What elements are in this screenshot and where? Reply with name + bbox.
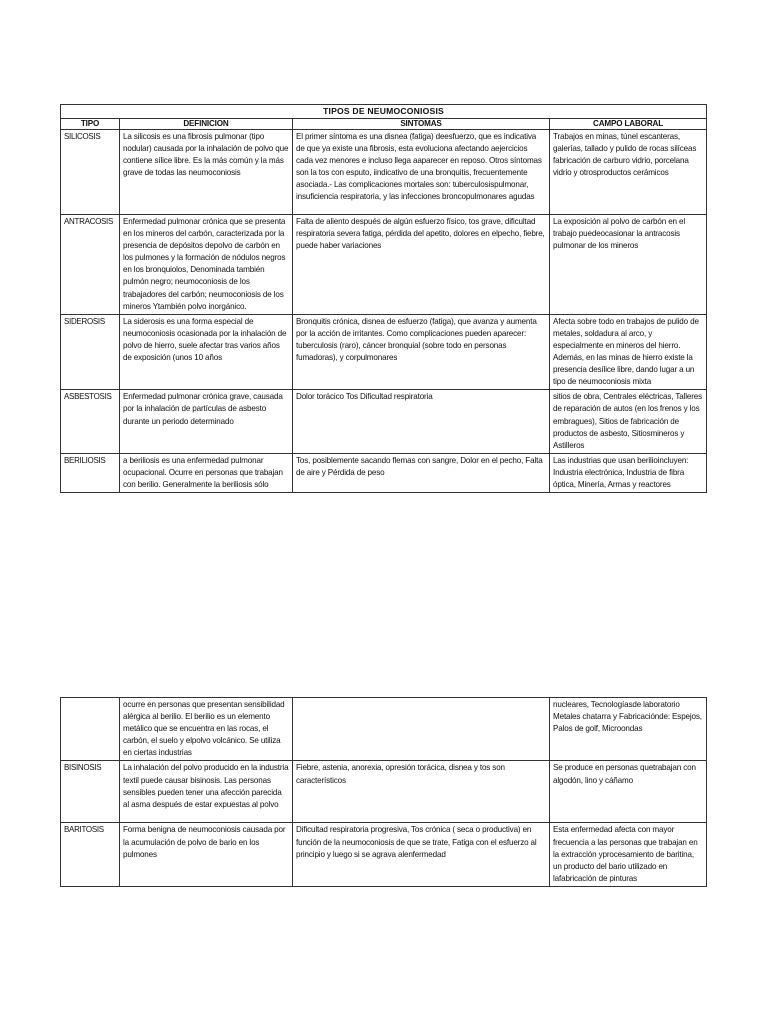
tipo-cell: ASBESTOSIS [61,390,120,453]
table-row [61,215,707,315]
sintomas-cell: Falta de aliento después de algún esfuerzo físico, tos grave, dificultad respiratoria severa fatiga, pérdida del apetito, dolores en elpecho, fiebre, puede haber variaciones [293,215,550,315]
neumoconiosis-table-page1 [60,104,707,493]
campo-laboral-cell: La exposición al polvo de carbón en el trabajo puedeocasionar la antracosis pulmonar de los mineros [550,215,707,315]
table-row [61,453,707,492]
neumoconiosis-table-page2 [60,697,707,887]
campo-laboral-cell: Trabajos en minas, túnel escanteras, galerías, tallado y pulido de rocas silíceas fabricación de carburo vidrio, porcelana vidrio y otrosproductos cerámicos [550,130,707,215]
campo-laboral-cell: sitios de obra, Centrales eléctricas, Talleres de reparación de autos (en los frenos y los embragues), Sitios de fabricación de productos de asbesto, Sitiosmineros y Astilleros [550,390,707,453]
tipo-cell: SIDEROSIS [61,314,120,390]
campo-laboral-cell: Las industrias que usan berilioincluyen: Industria electrónica, Industria de fibra óptica, Minería, Armas y reactores [550,453,707,492]
campo-laboral-cell: Afecta sobre todo en trabajos de pulido de metales, soldadura al arco, y especialmente en mineros del hierro. Además, en las minas de hierro existe la presencia desílice libre, dando lugar a un tipo de neumoconiosis mixta [550,314,707,390]
table-row [61,130,707,215]
table-row [61,698,707,761]
header-sintomas: SINTOMAS [293,119,550,130]
tipo-cell: ANTRACOSIS [61,215,120,315]
sintomas-cell: Tos, posiblemente sacando flemas con sangre, Dolor en el pecho, Falta de aire y Pérdida de peso [293,453,550,492]
header-campo-laboral: CAMPO LABORAL [550,119,707,130]
sintomas-cell [293,698,550,761]
definicion-cell: a beriliosis es una enfermedad pulmonar ocupacional. Ocurre en personas que trabajan con berilio. Generalmente la beriliosis sólo [120,453,293,492]
tipo-cell [61,698,120,761]
tipo-cell: BISINOSIS [61,761,120,823]
definicion-cell: Enfermedad pulmonar crónica grave, causada por la inhalación de partículas de asbesto durante un periodo determinado [120,390,293,453]
sintomas-cell: Dificultad respiratoria progresiva, Tos crónica ( seca o productiva) en función de la neumoconiosis de que se trate, Fatiga con el esfuerzo al principio y luego si se agrava alenfermedad [293,823,550,886]
campo-laboral-cell: nucleares, Tecnologíasde laboratorio Metales chatarra y Fabricaciónde: Espejos, Palos de golf, Microondas [550,698,707,761]
campo-laboral-cell: Se produce en personas quetrabajan con algodón, lino y cáñamo [550,761,707,823]
sintomas-cell: Fiebre, astenia, anorexia, opresión torácica, disnea y tos son característicos [293,761,550,823]
table-title: TIPOS DE NEUMOCONIOSIS [61,105,707,119]
table-row [61,761,707,823]
header-tipo: TIPO [61,119,120,130]
sintomas-cell: El primer síntoma es una disnea (fatiga) deesfuerzo, que es indicativa de que ya existe una fibrosis, esta evoluciona afectando aejercicios cada vez menores e incluso llega aaparecer en reposo. Otros síntomas son la tos con esputo, iindicativo de una bronquitis, frecuentemente asociada.- Las complicaciones mortales son: tuberculosispulmonar, insuficiencia respiratoria, y las infecciones broncopulmonares agudas [293,130,550,215]
table-row [61,390,707,453]
campo-laboral-cell: Esta enfermedad afecta con mayor frecuencia a las personas que trabajan en la extracción yprocesamiento de baritina, un producto del bario utilizado en lafabricación de pinturas [550,823,707,886]
table-row [61,823,707,886]
definicion-cell: La inhalación del polvo producido en la industria textil puede causar bisinosis. Las personas sensibles pueden tener una afección parecida al asma después de estar expuestas al polvo [120,761,293,823]
sintomas-cell: Dolor torácico Tos Dificultad respiratoria [293,390,550,453]
header-definicion: DEFINICION [120,119,293,130]
definicion-cell: La silicosis es una fibrosis pulmonar (tipo nodular) causada por la inhalación de polvo que contiene sílice libre. Es la más común y la más grave de todas las neumoconiosis [120,130,293,215]
definicion-cell: ocurre en personas que presentan sensibilidad alérgica al berilio. El berilio es un elemento metálico que se encuentra en las rocas, el carbón, el suelo y elpolvo volcánico. Se utiliza en ciertas industrias [120,698,293,761]
definicion-cell: Enfermedad pulmonar crónica que se presenta en los mineros del carbón, caracterizada por la presencia de depósitos depolvo de carbón en los pulmones y la formación de nódulos negros en los bronquiolos, Denominada también pulmón negro; neumoconiosis de los trabajadores del carbón; neumoconiosis de los mineros Ytambién polvo inorgánico. [120,215,293,315]
table-row [61,314,707,390]
tipo-cell: BERILIOSIS [61,453,120,492]
sintomas-cell: Bronquitis crónica, disnea de esfuerzo (fatiga), que avanza y aumenta por la acción de irritantes. Como complicaciones pueden aparecer: tuberculosis (raro), cáncer bronquial (sobre todo en personas fumadoras), y corpulmonares [293,314,550,390]
tipo-cell: SILICOSIS [61,130,120,215]
definicion-cell: La siderosis es una forma especial de neumoconiosis ocasionada por la inhalación de polvo de hierro, suele afectar tras varios años de exposición (unos 10 años [120,314,293,390]
tipo-cell: BARITOSIS [61,823,120,886]
definicion-cell: Forma benigna de neumoconiosis causada por la acumulación de polvo de bario en los pulmones [120,823,293,886]
